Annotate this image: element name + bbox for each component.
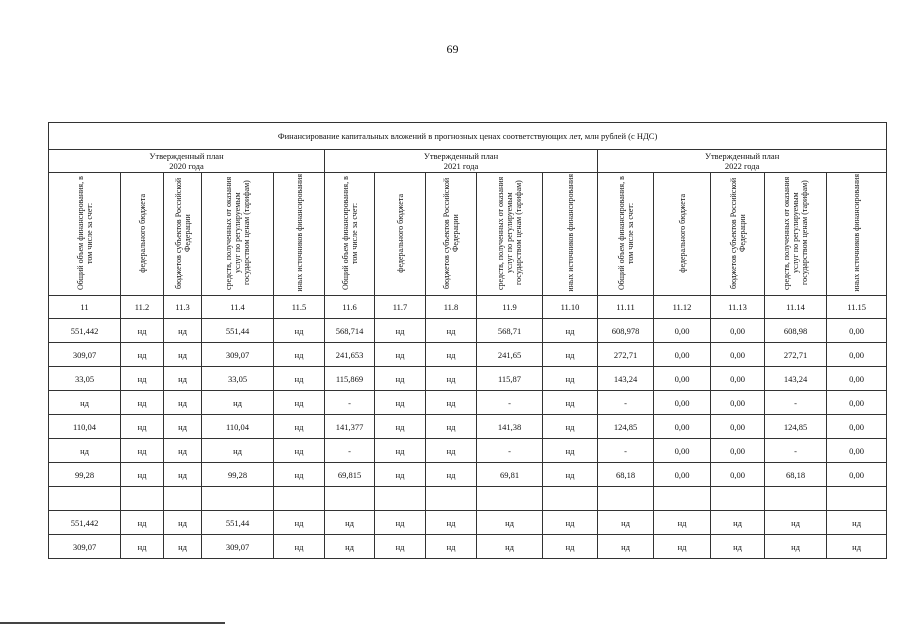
table-cell: 33,05 (49, 367, 121, 391)
table-cell: 0,00 (711, 319, 765, 343)
column-number: 11.3 (164, 296, 202, 319)
table-cell: 0,00 (827, 463, 887, 487)
table-cell: нд (164, 439, 202, 463)
column-header (543, 173, 598, 296)
column-number: 11 (49, 296, 121, 319)
table-cell: - (765, 439, 827, 463)
financing-table (48, 122, 887, 559)
table-cell: 110,04 (49, 415, 121, 439)
table-cell: нд (164, 367, 202, 391)
table-cell: нд (325, 511, 375, 535)
table-cell: нд (121, 439, 164, 463)
table-cell: 0,00 (654, 367, 711, 391)
column-number: 11.8 (426, 296, 477, 319)
table-cell: - (598, 439, 654, 463)
table-cell: нд (274, 511, 325, 535)
table-cell: 69,815 (325, 463, 375, 487)
table-cell: нд (426, 415, 477, 439)
table-cell: 241,653 (325, 343, 375, 367)
table-cell: нд (426, 367, 477, 391)
column-header-text: средств, полученных от оказания услуг по регулируемым государством ценам (тарифам) (782, 176, 809, 290)
table-cell: нд (121, 343, 164, 367)
table-cell: 309,07 (202, 343, 274, 367)
column-number: 11.4 (202, 296, 274, 319)
table-cell: нд (274, 367, 325, 391)
table-cell: нд (164, 415, 202, 439)
table-cell: нд (426, 319, 477, 343)
table-cell: нд (121, 319, 164, 343)
table-cell: нд (543, 343, 598, 367)
table-cell: нд (375, 463, 426, 487)
table-cell: 0,00 (827, 319, 887, 343)
table-cell: 309,07 (49, 535, 121, 559)
table-cell: нд (426, 535, 477, 559)
column-number: 11.6 (325, 296, 375, 319)
table-row (49, 391, 887, 415)
table-cell: нд (654, 535, 711, 559)
column-number: 11.12 (654, 296, 711, 319)
table-cell: нд (274, 391, 325, 415)
column-header (827, 173, 887, 296)
table-row (49, 367, 887, 391)
table-cell: 551,44 (202, 511, 274, 535)
table-cell: нд (477, 535, 543, 559)
table-cell: нд (121, 391, 164, 415)
table-cell (598, 487, 654, 511)
table-cell: нд (375, 439, 426, 463)
table-cell: 141,377 (325, 415, 375, 439)
table-cell: 0,00 (711, 439, 765, 463)
column-header-text: Общий объем финансирования, в том числе за счет: (340, 176, 359, 290)
column-number: 11.10 (543, 296, 598, 319)
table-cell: 99,28 (49, 463, 121, 487)
column-header-text: средств, полученных от оказания услуг по регулируемым государством ценам (тарифам) (496, 176, 523, 290)
table-row (49, 535, 887, 559)
table-cell: 0,00 (711, 343, 765, 367)
table-cell: - (477, 439, 543, 463)
table-cell: нд (711, 535, 765, 559)
table-title-row (49, 123, 887, 150)
table-cell: нд (274, 319, 325, 343)
table-cell: нд (598, 535, 654, 559)
table-row (49, 439, 887, 463)
table-cell: 141,38 (477, 415, 543, 439)
table-cell: нд (164, 463, 202, 487)
column-header-text: Общий объем финансирования, в том числе за счет: (75, 176, 94, 290)
table-cell: нд (274, 463, 325, 487)
table-cell: 309,07 (202, 535, 274, 559)
table-cell: нд (543, 367, 598, 391)
column-number: 11.13 (711, 296, 765, 319)
column-header (202, 173, 274, 296)
table-cell: нд (654, 511, 711, 535)
table-cell: 115,87 (477, 367, 543, 391)
column-header-text: федерального бюджета (137, 193, 147, 273)
table-cell: 272,71 (765, 343, 827, 367)
table-cell: 0,00 (827, 367, 887, 391)
table-cell: нд (121, 367, 164, 391)
table-cell: 0,00 (827, 343, 887, 367)
table-cell: нд (202, 439, 274, 463)
year-header-row (49, 150, 887, 173)
column-header (477, 173, 543, 296)
page-number: 69 (446, 42, 459, 56)
table-cell (121, 487, 164, 511)
table-cell: нд (543, 415, 598, 439)
table-cell: нд (765, 535, 827, 559)
column-header (164, 173, 202, 296)
table-row (49, 487, 887, 511)
table-cell: нд (375, 511, 426, 535)
column-header-text: федерального бюджета (677, 193, 687, 273)
table-cell: нд (49, 439, 121, 463)
table-cell (477, 487, 543, 511)
table-cell: нд (765, 511, 827, 535)
table-cell: 551,442 (49, 511, 121, 535)
table-cell: нд (426, 343, 477, 367)
table-cell: 0,00 (654, 463, 711, 487)
table-cell: нд (121, 463, 164, 487)
table-cell: - (598, 391, 654, 415)
column-header (654, 173, 711, 296)
column-header-text: иных источников финансирования (852, 174, 862, 292)
table-cell: нд (827, 511, 887, 535)
column-number: 11.11 (598, 296, 654, 319)
table-cell: нд (164, 511, 202, 535)
table-row (49, 415, 887, 439)
table-cell: 0,00 (711, 367, 765, 391)
table-cell: нд (121, 415, 164, 439)
table-row (49, 343, 887, 367)
column-header (49, 173, 121, 296)
table-cell: 241,65 (477, 343, 543, 367)
column-header-text: федерального бюджета (395, 193, 405, 273)
column-header-text: Общий объем финансирования, в том числе за счет: (616, 176, 635, 290)
column-number: 11.9 (477, 296, 543, 319)
table-cell: нд (202, 391, 274, 415)
table-cell (654, 487, 711, 511)
table-cell: 0,00 (654, 391, 711, 415)
table-cell: нд (543, 391, 598, 415)
table-cell (274, 487, 325, 511)
table-cell: 0,00 (711, 391, 765, 415)
column-number-row (49, 296, 887, 319)
table-cell: 33,05 (202, 367, 274, 391)
table-cell: нд (375, 319, 426, 343)
column-header-text: иных источников финансирования (294, 174, 304, 292)
table-row (49, 511, 887, 535)
table-cell: 68,18 (765, 463, 827, 487)
column-header (375, 173, 426, 296)
table-cell: нд (543, 511, 598, 535)
column-header-text: бюджетов субъектов Российской Федерации (728, 177, 747, 289)
table-cell: 309,07 (49, 343, 121, 367)
table-cell: 0,00 (654, 439, 711, 463)
column-header (598, 173, 654, 296)
table-cell: нд (121, 535, 164, 559)
table-cell: нд (543, 463, 598, 487)
table-cell: нд (325, 535, 375, 559)
table-cell: 0,00 (711, 463, 765, 487)
table-cell: нд (274, 439, 325, 463)
table-cell: нд (543, 535, 598, 559)
table-cell: 99,28 (202, 463, 274, 487)
column-header (426, 173, 477, 296)
table-cell: нд (121, 511, 164, 535)
table-cell: нд (426, 463, 477, 487)
table-cell: нд (598, 511, 654, 535)
table-cell: 0,00 (654, 415, 711, 439)
column-header (711, 173, 765, 296)
table-cell: - (765, 391, 827, 415)
table-cell: 0,00 (827, 439, 887, 463)
table-cell: - (477, 391, 543, 415)
table-cell (375, 487, 426, 511)
table-cell: нд (164, 535, 202, 559)
table-cell: - (325, 439, 375, 463)
table-cell: 124,85 (765, 415, 827, 439)
table-cell (426, 487, 477, 511)
table-cell: 110,04 (202, 415, 274, 439)
table-cell: 124,85 (598, 415, 654, 439)
table-cell: 272,71 (598, 343, 654, 367)
table-cell: нд (543, 439, 598, 463)
table-row (49, 319, 887, 343)
column-header-row (49, 173, 887, 296)
table-cell: 551,442 (49, 319, 121, 343)
year-header-2021: Утвержденный план 2021 года (325, 150, 598, 173)
table-cell: нд (375, 415, 426, 439)
table-cell: 608,98 (765, 319, 827, 343)
table-cell: 143,24 (598, 367, 654, 391)
table-row (49, 463, 887, 487)
table-cell: 0,00 (654, 343, 711, 367)
column-header (121, 173, 164, 296)
column-header-text: бюджетов субъектов Российской Федерации (442, 177, 460, 289)
column-header-text: бюджетов субъектов Российской Федерации (173, 177, 192, 289)
table-cell (49, 487, 121, 511)
table-cell: нд (711, 511, 765, 535)
table-cell: нд (543, 319, 598, 343)
table-cell: нд (164, 343, 202, 367)
table-cell: нд (274, 535, 325, 559)
column-number: 11.7 (375, 296, 426, 319)
table-cell: нд (375, 343, 426, 367)
table-cell (202, 487, 274, 511)
column-number: 11.14 (765, 296, 827, 319)
table-cell: нд (274, 415, 325, 439)
table-cell: 0,00 (827, 415, 887, 439)
table-cell (325, 487, 375, 511)
column-header-text: средств, полученных от оказания услуг по регулируемым государством ценам (тарифам) (224, 176, 251, 290)
table-cell: 0,00 (654, 319, 711, 343)
year-header-2020: Утвержденный план 2020 года (49, 150, 325, 173)
table-cell: нд (426, 439, 477, 463)
table-cell: нд (274, 343, 325, 367)
column-header (274, 173, 325, 296)
table-cell: 551,44 (202, 319, 274, 343)
table-cell: нд (164, 391, 202, 415)
column-header-text: иных источников финансирования (565, 174, 575, 292)
footer-rule (0, 622, 225, 624)
table-cell: нд (375, 535, 426, 559)
column-number: 11.15 (827, 296, 887, 319)
column-header (765, 173, 827, 296)
year-header-2022: Утвержденный план 2022 года (598, 150, 887, 173)
table-cell: 568,71 (477, 319, 543, 343)
table-cell: 568,714 (325, 319, 375, 343)
table-title: Финансирование капитальных вложений в прогнозных ценах соответствующих лет, млн рублей (с НДС) (49, 123, 887, 150)
table-cell: 69,81 (477, 463, 543, 487)
table-cell (827, 487, 887, 511)
table-cell: 0,00 (711, 415, 765, 439)
table-cell: 608,978 (598, 319, 654, 343)
table-cell: нд (375, 367, 426, 391)
table-cell: нд (426, 511, 477, 535)
table-cell: 115,869 (325, 367, 375, 391)
table-cell: нд (426, 391, 477, 415)
table-cell (164, 487, 202, 511)
table-cell: нд (49, 391, 121, 415)
table-cell: нд (164, 319, 202, 343)
column-number: 11.2 (121, 296, 164, 319)
table-cell: 0,00 (827, 391, 887, 415)
table-cell: 143,24 (765, 367, 827, 391)
column-header (325, 173, 375, 296)
column-number: 11.5 (274, 296, 325, 319)
table-cell: нд (375, 391, 426, 415)
table-cell (543, 487, 598, 511)
table-cell: 68,18 (598, 463, 654, 487)
table-cell: - (325, 391, 375, 415)
table-cell: нд (477, 511, 543, 535)
table-cell: нд (827, 535, 887, 559)
table-cell (765, 487, 827, 511)
table-cell (711, 487, 765, 511)
